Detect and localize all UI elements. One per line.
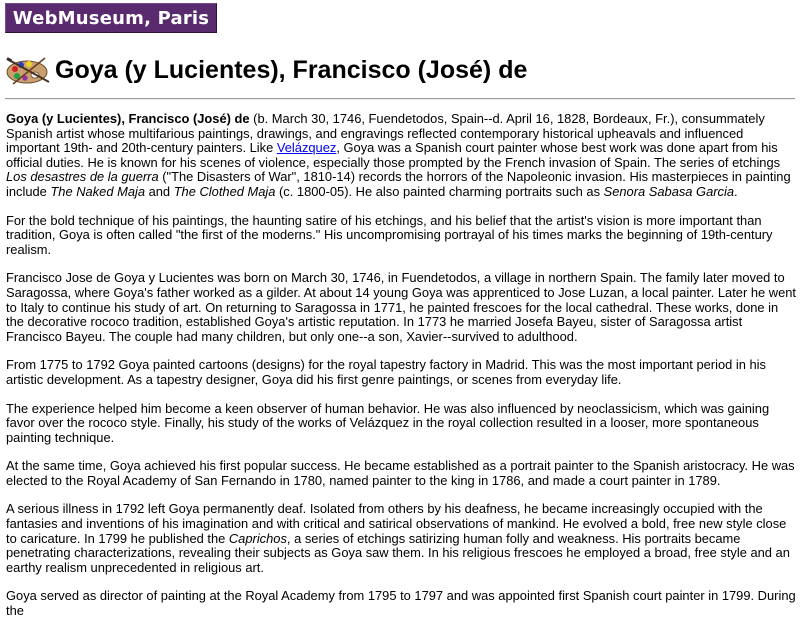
velazquez-link[interactable]: Velázquez	[276, 140, 337, 156]
paragraph-8: Goya served as director of painting at the Royal Academy from 1795 to 1797 and was appointed first Spanish court painter in 1799. During the	[6, 588, 796, 619]
webmuseum-banner[interactable]	[5, 3, 217, 33]
divider	[5, 98, 795, 100]
paragraph-4: From 1775 to 1792 Goya painted cartoons (designs) for the royal tapestry factory in Madrid. This was the most important period in his artistic development. As a tapestry designer, Goya did his first genre paintings, or scenes from everyday life.	[6, 357, 766, 387]
paragraph-7: A serious illness in 1792 left Goya permanently deaf. Isolated from others by his deafness, he became increasingly occupied with the fantasies and inventions of his imagination and with critical and satirical observations of mankind. He evolved a bold, free new style close to caricature. In 1799 he published the Caprichos, a series of etchings satirizing human folly and weakness. His portraits became penetrating characterizations, revealing their subjects as Goya saw them. In his religious frescoes he employed a broad, free style and an earthy realism unprecedented in religious art.	[6, 501, 790, 575]
palette-icon	[5, 54, 51, 86]
banner-text: WebMuseum, Paris	[12, 7, 210, 29]
paragraph-6: At the same time, Goya achieved his first popular success. He became established as a portrait painter to the Spanish aristocracy. He was elected to the Royal Academy of San Fernando in 1780, named painter to the king in 1786, and made a court painter in 1789.	[6, 458, 795, 488]
page-header	[5, 50, 527, 90]
article-body	[6, 112, 798, 633]
artist-name: Goya (y Lucientes), Francisco (José) de	[6, 111, 250, 126]
paragraph-2: For the bold technique of his paintings, the haunting satire of his etchings, and his belief that the artist's vision is more important than tradition, Goya is often called "the first of the moderns." His uncompromising portrayal of his times marks the beginning of 19th-century realism.	[6, 212, 773, 257]
paragraph-5: The experience helped him become a keen observer of human behavior. He was also influenced by neoclassicism, which was gaining favor over the rococo style. Finally, his study of the works of Velázquez in the royal collection resulted in a looser, more spontaneous painting technique.	[6, 400, 770, 445]
paragraph-1: Goya (y Lucientes), Francisco (José) de (b. March 30, 1746, Fuendetodos, Spain--d. April 16, 1828, Bordeaux, Fr.), consummately Spanish artist whose multifarious paintings, drawings, and engravings reflected contemporary historical upheavals and influenced important 19th- and 20th-century painters. Like Velázquez, Goya was a Spanish court painter whose best work was done apart from his official duties. He is known for his scenes of violence, especially those prompted by the French invasion of Spain. The series of etchings Los desastres de la guerra ("The Disasters of War", 1810-14) records the horrors of the Napoleonic invasion. His masterpieces in painting include The Naked Maja and The Clothed Maja (c. 1800-05). He also painted charming portraits such as Senora Sabasa Garcia.	[6, 111, 791, 199]
page-title: Goya (y Lucientes), Francisco (José) de	[55, 56, 528, 84]
paragraph-3: Francisco Jose de Goya y Lucientes was born on March 30, 1746, in Fuendetodos, a village in northern Spain. The family later moved to Saragossa, where Goya's father worked as a gilder. At about 14 young Goya was apprenticed to Jose Luzan, a local painter. Later he went to Italy to continue his study of art. On returning to Saragossa in 1771, he painted frescoes for the local cathedral. These works, done in the decorative rococo tradition, established Goya's artistic reputation. In 1773 he married Josefa Bayeu, sister of Saragossa artist Francisco Bayeu. The couple had many children, but only one--a son, Xavier--survived to adulthood.	[6, 270, 796, 344]
